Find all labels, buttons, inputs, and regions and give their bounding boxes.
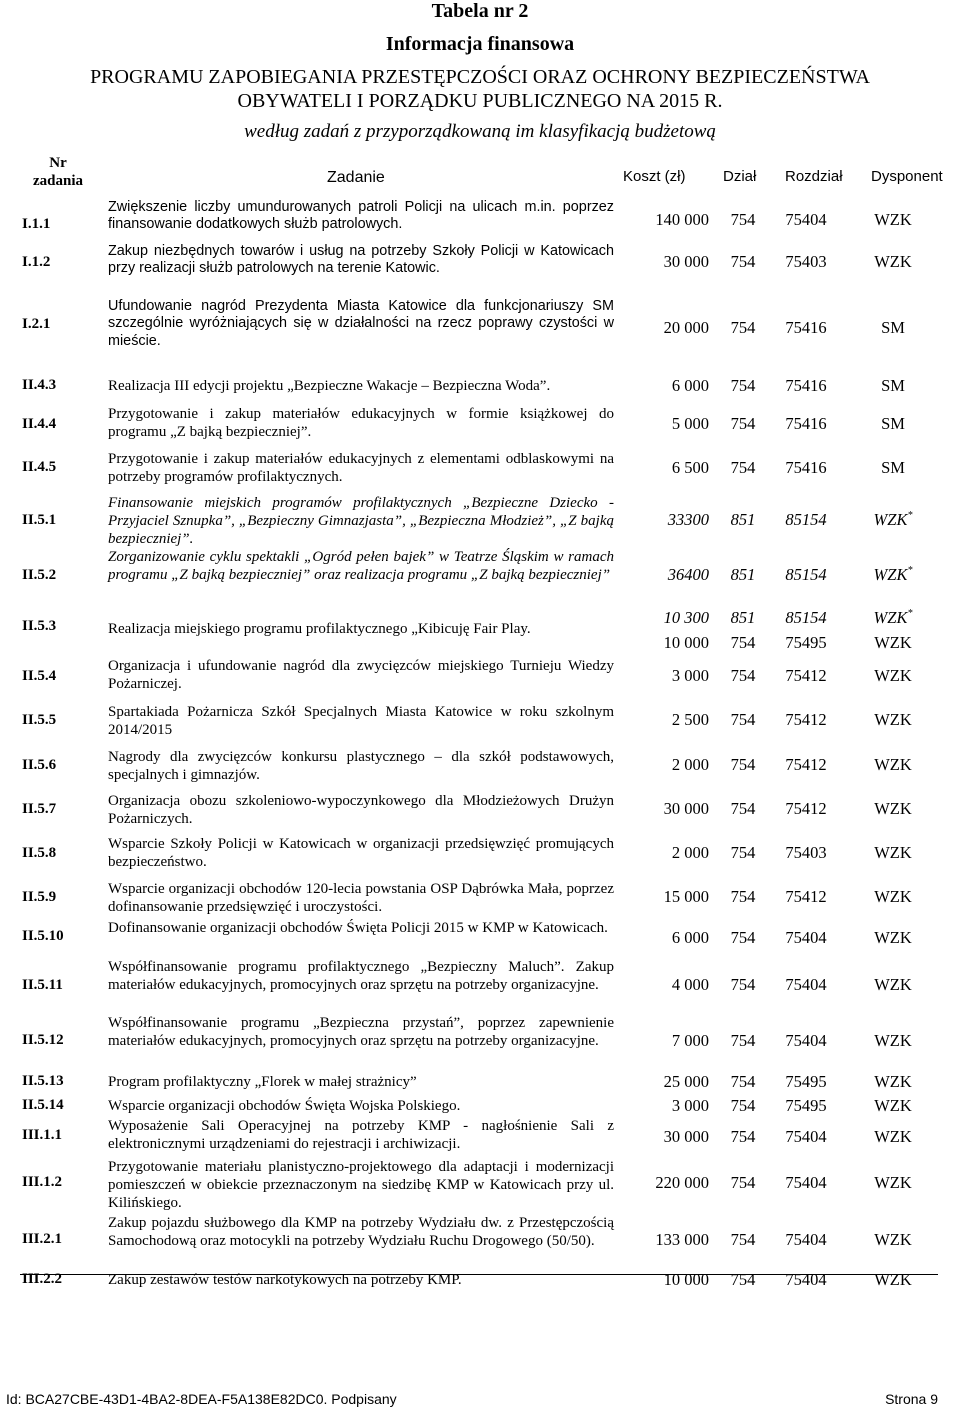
chapter-value: [776, 1230, 836, 1250]
section-value: [718, 414, 768, 434]
cost-value: [620, 755, 709, 775]
manager-value: [845, 666, 941, 686]
section-value-text: 754: [730, 458, 756, 477]
manager-value: [845, 252, 941, 272]
cost-value-text: 133 000: [655, 1230, 709, 1249]
task-description: Dofinansowanie organizacji obchodów Święta Policji 2015 w KMP w Katowicach.: [108, 920, 608, 936]
cost-value: [620, 1270, 709, 1290]
section-value-text: 754: [730, 1270, 756, 1289]
section-value: [718, 1072, 768, 1092]
chapter-value-text: 75403: [785, 843, 827, 862]
task-number: II.5.5: [22, 712, 57, 728]
section-value: [718, 1230, 768, 1250]
task-description: Współfinansowanie programu „Bezpieczna przystań”, poprzez zapewnienie materiałów edukacyjnych, promocyjnych oraz sprzętu na potrzeby organizacyjne.: [108, 1015, 614, 1049]
task-number: II.5.3: [22, 618, 57, 634]
chapter-value: [776, 252, 836, 272]
section-value-text: 754: [730, 376, 756, 395]
manager-value-text: WZK: [874, 843, 912, 862]
task-description: Finansowanie miejskich programów profilaktycznych „Bezpieczne Dziecko - Przyjaciel Sznupka”, „Bezpieczny Gimnazjasta”, „Bezpieczna Młodzież”, „Z bajką bezpieczniej”.: [108, 495, 614, 547]
cost-value: [620, 928, 709, 948]
chapter-value-text: 75404: [785, 1173, 827, 1192]
chapter-value: [776, 887, 836, 907]
program-title-line2: OBYWATELI I PORZĄDKU PUBLICZNEGO NA 2015 R.: [237, 90, 723, 112]
cost-value: [620, 1173, 709, 1193]
manager-value-text: WZK: [874, 1031, 912, 1050]
manager-value: [845, 975, 941, 995]
chapter-value-text: 85154: [785, 510, 827, 529]
manager-value: [845, 414, 941, 434]
manager-value-text: SM: [881, 414, 905, 433]
manager-value-text: WZK: [874, 1230, 912, 1249]
section-value: [718, 318, 768, 338]
column-header-koszt: Koszt (zł): [623, 168, 686, 185]
section-value-text: 754: [730, 710, 756, 729]
section-value-text: 851: [730, 608, 756, 627]
footnote-marker: *: [907, 510, 913, 521]
task-number: III.1.2: [22, 1174, 63, 1190]
task-description: Realizacja III edycji projektu „Bezpieczne Wakacje – Bezpieczna Woda”.: [108, 378, 551, 394]
manager-value-text: WZK: [873, 565, 908, 584]
section-value: [718, 755, 768, 775]
document-title: Informacja finansowa: [385, 33, 575, 55]
manager-value: [845, 565, 941, 585]
cost-value-text: 6 500: [671, 458, 709, 477]
page-footer: [6, 1391, 938, 1407]
cost-value: [620, 666, 709, 686]
manager-value-text: SM: [881, 318, 905, 337]
cost-value: [620, 458, 709, 478]
cost-value: [620, 1230, 709, 1250]
section-value-text: 754: [730, 252, 756, 271]
manager-value: [845, 1127, 941, 1147]
task-description: Ufundowanie nagród Prezydenta Miasta Katowice dla funkcjonariuszy SM szczególnie wyróżniających się w działalności na rzecz poprawy czystości w mieście.: [108, 298, 614, 349]
chapter-value: [776, 608, 836, 628]
chapter-value-text: 75412: [785, 887, 827, 906]
manager-value: [845, 928, 941, 948]
manager-value: [845, 318, 941, 338]
chapter-value-text: 75416: [785, 318, 827, 337]
manager-value-text: WZK: [874, 1072, 912, 1091]
section-value-text: 754: [730, 975, 756, 994]
cost-value-text: 20 000: [663, 318, 709, 337]
column-header-dysponent: Dysponent: [871, 168, 943, 185]
chapter-value: [776, 414, 836, 434]
task-number: II.5.2: [22, 567, 57, 583]
chapter-value: [776, 666, 836, 686]
task-description: Przygotowanie i zakup materiałów edukacyjnych z elementami odblaskowymi na potrzeby programów profilaktycznych.: [108, 451, 614, 485]
chapter-value: [776, 510, 836, 530]
task-number: II.5.13: [22, 1073, 64, 1089]
chapter-value: [776, 755, 836, 775]
cost-value: [620, 1127, 709, 1147]
cost-value: [620, 608, 709, 628]
cost-value-text: 10 000: [663, 633, 709, 652]
manager-value-text: WZK: [874, 799, 912, 818]
manager-value: [845, 755, 941, 775]
task-description: Program profilaktyczny „Florek w małej strażnicy”: [108, 1074, 417, 1090]
section-value: [718, 666, 768, 686]
task-number: II.5.6: [22, 757, 57, 773]
chapter-value: [776, 565, 836, 585]
manager-value-text: WZK: [874, 887, 912, 906]
task-number: III.2.1: [22, 1231, 63, 1247]
column-header-zadanie: Zadanie: [327, 169, 385, 186]
manager-value: [845, 608, 941, 628]
manager-value-text: WZK: [874, 1127, 912, 1146]
cost-value: [620, 1072, 709, 1092]
cost-value-text: 33300: [667, 510, 709, 529]
manager-value-text: WZK: [874, 1270, 912, 1289]
chapter-value-text: 75404: [785, 1270, 827, 1289]
chapter-value: [776, 928, 836, 948]
cost-value-text: 220 000: [655, 1173, 709, 1192]
manager-value: [845, 1173, 941, 1193]
column-header-dzial: Dział: [723, 168, 757, 185]
section-value-text: 754: [730, 1096, 756, 1115]
chapter-value-text: 85154: [785, 565, 827, 584]
manager-value-text: WZK: [874, 710, 912, 729]
section-value: [718, 1270, 768, 1290]
chapter-value-text: 75416: [785, 458, 827, 477]
chapter-value-text: 75412: [785, 710, 827, 729]
cost-value: [620, 799, 709, 819]
manager-value: [845, 633, 941, 653]
manager-value: [845, 1072, 941, 1092]
cost-value-text: 4 000: [671, 975, 709, 994]
task-number: I.1.2: [22, 254, 51, 270]
cost-value-text: 30 000: [663, 1127, 709, 1146]
footnote-marker: *: [907, 565, 913, 576]
chapter-value-text: 85154: [785, 608, 827, 627]
cost-value: [620, 887, 709, 907]
cost-value: [620, 565, 709, 585]
task-description: Współfinansowanie programu profilaktycznego „Bezpieczny Maluch”. Zakup materiałów edukacyjnych, promocyjnych oraz sprzętu na potrzeby organizacyjne.: [108, 959, 614, 993]
task-description: Zakup pojazdu służbowego dla KMP na potrzeby Wydziału dw. z Przestępczością Samochodową oraz motocykli na potrzeby Wydziału Ruchu Drogowego (50/50).: [108, 1215, 614, 1249]
table-number: Tabela nr 2: [431, 0, 529, 22]
task-number: II.4.3: [22, 377, 57, 393]
manager-value: [845, 1230, 941, 1250]
cost-value: [620, 318, 709, 338]
task-description: Zwiększenie liczby umundurowanych patroli Policji na ulicach m.in. poprzez finansowanie dodatkowych służb patrolowych.: [108, 199, 614, 233]
task-description: Nagrody dla zwycięzców konkursu plastycznego – dla szkół podstawowych, specjalnych i gimnazjów.: [108, 749, 614, 783]
task-description: Wsparcie organizacji obchodów Święta Wojska Polskiego.: [108, 1098, 461, 1114]
manager-value-text: WZK: [874, 755, 912, 774]
task-number: III.1.1: [22, 1127, 63, 1143]
chapter-value-text: 75495: [785, 1072, 827, 1091]
section-value: [718, 1096, 768, 1116]
manager-value: [845, 710, 941, 730]
chapter-value: [776, 1127, 836, 1147]
chapter-value: [776, 376, 836, 396]
chapter-value-text: 75404: [785, 928, 827, 947]
footnote-marker: *: [907, 608, 913, 619]
section-value-text: 754: [730, 318, 756, 337]
task-description: Wsparcie Szkoły Policji w Katowicach w organizacji przedsięwzięć promujących bezpieczeństwo.: [108, 836, 614, 870]
section-value-text: 754: [730, 1230, 756, 1249]
cost-value: [620, 376, 709, 396]
chapter-value-text: 75404: [785, 210, 827, 229]
section-value-text: 754: [730, 1031, 756, 1050]
chapter-value: [776, 210, 836, 230]
section-value: [718, 210, 768, 230]
manager-value-text: WZK: [873, 608, 908, 627]
manager-value: [845, 843, 941, 863]
cost-value: [620, 710, 709, 730]
task-description: Organizacja i ufundowanie nagród dla zwycięzców miejskiego Turnieju Wiedzy Pożarniczej.: [108, 658, 614, 692]
task-description: Zakup niezbędnych towarów i usług na potrzeby Szkoły Policji w Katowicach przy realizacji służb patrolowych na terenie Katowic.: [108, 243, 614, 277]
manager-value-text: WZK: [874, 666, 912, 685]
section-value-text: 851: [730, 510, 756, 529]
task-number: II.5.10: [22, 928, 64, 944]
manager-value: [845, 1096, 941, 1116]
chapter-value-text: 75495: [785, 1096, 827, 1115]
task-description: Wyposażenie Sali Operacyjnej na potrzeby KMP - nagłośnienie Sali z elektronicznymi urządzeniami do rejestracji i archiwizacji.: [108, 1118, 614, 1152]
chapter-value-text: 75412: [785, 755, 827, 774]
chapter-value-text: 75403: [785, 252, 827, 271]
section-value: [718, 928, 768, 948]
task-description: Zorganizowanie cyklu spektakli „Ogród pełen bajek” w Teatrze Śląskim w ramach programu „Z bajką bezpieczniej” oraz realizacja programu „Z bajką bezpieczniej”: [108, 549, 614, 583]
cost-value-text: 2 000: [671, 843, 709, 862]
task-number: I.2.1: [22, 316, 51, 332]
task-number: II.5.11: [22, 977, 63, 993]
task-description: Zakup zestawów testów narkotykowych na potrzeby KMP.: [108, 1272, 462, 1288]
manager-value-text: WZK: [874, 210, 912, 229]
task-number: II.4.5: [22, 459, 57, 475]
chapter-value: [776, 458, 836, 478]
cost-value-text: 25 000: [663, 1072, 709, 1091]
section-value-text: 754: [730, 755, 756, 774]
section-value-text: 754: [730, 1072, 756, 1091]
task-number: II.5.9: [22, 889, 57, 905]
chapter-value: [776, 799, 836, 819]
chapter-value-text: 75404: [785, 1230, 827, 1249]
manager-value-text: SM: [881, 458, 905, 477]
cost-value-text: 3 000: [671, 666, 709, 685]
task-number: II.5.14: [22, 1097, 64, 1113]
task-number: II.5.7: [22, 801, 57, 817]
document-id: Id: BCA27CBE-43D1-4BA2-8DEA-F5A138E82DC0. Podpisany: [6, 1391, 397, 1407]
cost-value-text: 10 300: [663, 608, 709, 627]
cost-value: [620, 1031, 709, 1051]
section-value: [718, 608, 768, 628]
chapter-value: [776, 1031, 836, 1051]
section-value-text: 754: [730, 666, 756, 685]
manager-value: [845, 887, 941, 907]
cost-value-text: 30 000: [663, 252, 709, 271]
task-description: Realizacja miejskiego programu profilaktycznego „Kibicuję Fair Play.: [108, 621, 531, 637]
manager-value: [845, 376, 941, 396]
manager-value-text: SM: [881, 376, 905, 395]
section-value: [718, 458, 768, 478]
chapter-value-text: 75404: [785, 975, 827, 994]
section-value-text: 754: [730, 633, 756, 652]
cost-value: [620, 414, 709, 434]
section-value: [718, 710, 768, 730]
task-number: II.5.12: [22, 1032, 64, 1048]
chapter-value: [776, 1072, 836, 1092]
section-value-text: 754: [730, 887, 756, 906]
manager-value: [845, 510, 941, 530]
section-value: [718, 633, 768, 653]
chapter-value: [776, 843, 836, 863]
section-value: [718, 1173, 768, 1193]
cost-value: [620, 510, 709, 530]
manager-value-text: WZK: [874, 252, 912, 271]
cost-value-text: 2 500: [671, 710, 709, 729]
task-number: III.2.2: [22, 1271, 63, 1287]
chapter-value: [776, 975, 836, 995]
chapter-value: [776, 710, 836, 730]
manager-value-text: WZK: [874, 928, 912, 947]
task-description: Wsparcie organizacji obchodów 120-lecia powstania OSP Dąbrówka Mała, poprzez dofinansowanie przedsięwzięć i uroczystości.: [108, 881, 614, 915]
column-header-rozdzial: Rozdział: [785, 168, 843, 185]
cost-value-text: 6 000: [671, 376, 709, 395]
chapter-value: [776, 1270, 836, 1290]
cost-value: [620, 210, 709, 230]
cost-value: [620, 975, 709, 995]
section-value-text: 754: [730, 928, 756, 947]
cost-value-text: 3 000: [671, 1096, 709, 1115]
task-description: Organizacja obozu szkoleniowo-wypoczynkowego dla Młodzieżowych Drużyn Pożarniczych.: [108, 793, 614, 827]
task-number: II.4.4: [22, 416, 57, 432]
section-value: [718, 975, 768, 995]
section-value: [718, 565, 768, 585]
section-value-text: 754: [730, 799, 756, 818]
section-value: [718, 799, 768, 819]
cost-value: [620, 252, 709, 272]
cost-value-text: 36400: [667, 565, 709, 584]
manager-value: [845, 1031, 941, 1051]
chapter-value-text: 75412: [785, 799, 827, 818]
section-value: [718, 510, 768, 530]
cost-value-text: 7 000: [671, 1031, 709, 1050]
cost-value: [620, 843, 709, 863]
manager-value: [845, 799, 941, 819]
task-description: Przygotowanie i zakup materiałów edukacyjnych w formie książkowej do programu „Z bajką bezpieczniej”.: [108, 406, 614, 440]
cost-value-text: 5 000: [671, 414, 709, 433]
task-description: Spartakiada Pożarnicza Szkół Specjalnych Miasta Katowice w roku szkolnym 2014/2015: [108, 704, 614, 738]
subtitle: według zadań z przyporządkowaną im klasyfikacją budżetową: [244, 121, 716, 142]
chapter-value-text: 75416: [785, 376, 827, 395]
manager-value-text: WZK: [874, 1173, 912, 1192]
chapter-value: [776, 1173, 836, 1193]
manager-value-text: WZK: [873, 510, 908, 529]
task-number: I.1.1: [22, 216, 51, 232]
section-value: [718, 252, 768, 272]
manager-value: [845, 458, 941, 478]
cost-value: [620, 1096, 709, 1116]
section-value-text: 754: [730, 414, 756, 433]
cost-value-text: 2 000: [671, 755, 709, 774]
manager-value-text: WZK: [874, 633, 912, 652]
section-value: [718, 1031, 768, 1051]
manager-value: [845, 210, 941, 230]
section-value-text: 754: [730, 1173, 756, 1192]
section-value-text: 754: [730, 843, 756, 862]
chapter-value: [776, 318, 836, 338]
cost-value-text: 10 000: [663, 1270, 709, 1289]
manager-value-text: WZK: [874, 1096, 912, 1115]
cost-value-text: 15 000: [663, 887, 709, 906]
section-value-text: 754: [730, 1127, 756, 1146]
task-number: II.5.1: [22, 512, 57, 528]
cost-value-text: 30 000: [663, 799, 709, 818]
task-number: II.5.8: [22, 845, 57, 861]
chapter-value-text: 75495: [785, 633, 827, 652]
section-value: [718, 887, 768, 907]
section-value-text: 754: [730, 210, 756, 229]
page-number: Strona 9: [885, 1391, 938, 1407]
program-title-line1: PROGRAMU ZAPOBIEGANIA PRZESTĘPCZOŚCI ORAZ OCHRONY BEZPIECZEŃSTWA: [90, 66, 870, 88]
cost-value: [620, 633, 709, 653]
chapter-value-text: 75404: [785, 1031, 827, 1050]
chapter-value: [776, 633, 836, 653]
cost-value-text: 140 000: [655, 210, 709, 229]
task-number: II.5.4: [22, 668, 57, 684]
chapter-value-text: 75416: [785, 414, 827, 433]
chapter-value-text: 75412: [785, 666, 827, 685]
section-value: [718, 843, 768, 863]
chapter-value: [776, 1096, 836, 1116]
task-description: Przygotowanie materiału planistyczno-projektowego dla adaptacji i modernizacji pomieszczeń w obiekcie przeznaczonym na siedzibę KMP w Katowicach przy ul. Kilińskiego.: [108, 1159, 614, 1211]
manager-value-text: WZK: [874, 975, 912, 994]
chapter-value-text: 75404: [785, 1127, 827, 1146]
section-value-text: 851: [730, 565, 756, 584]
section-value: [718, 376, 768, 396]
section-value: [718, 1127, 768, 1147]
cost-value-text: 6 000: [671, 928, 709, 947]
manager-value: [845, 1270, 941, 1290]
column-header-nr: Nr zadania: [32, 155, 83, 189]
